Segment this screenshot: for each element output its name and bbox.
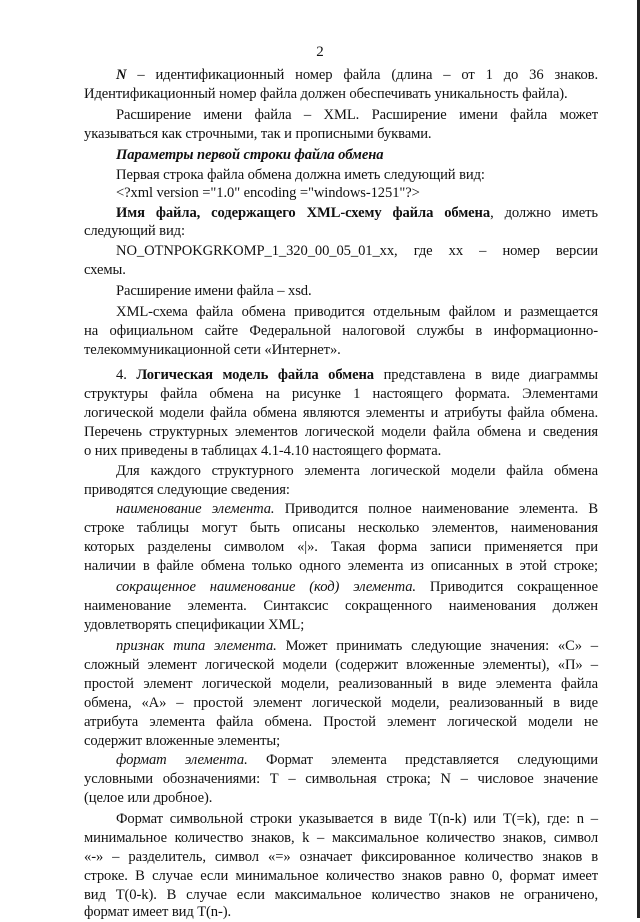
text-line: Формат символьной строки указывается в виде T(n-k) или T(=k), где: n – (116, 811, 598, 827)
text-line: телекоммуникационной сети «Интернет». (84, 342, 341, 358)
text-line: строке таблицы могут быть описаны несколько элементов, наименования (84, 520, 598, 536)
text-line: условными обозначениями: Т – символьная строка; N – числовое значение (84, 771, 598, 787)
text-line: указываться как строчными, так и прописными буквами. (84, 126, 432, 142)
text-line: Имя файла, содержащего XML-схему файла обмена, должно иметь (116, 205, 598, 221)
text-line: формат элемента. Формат элемента представляется следующими (116, 752, 598, 768)
text-line: вид T(0-k). В случае если максимальное количество знаков не ограничено, (84, 887, 598, 903)
text-line: признак типа элемента. Может принимать следующие значения: «С» – (116, 638, 598, 654)
text-line: Первая строка файла обмена должна иметь следующий вид: (116, 167, 485, 183)
text-line: 4. Логическая модель файла обмена представлена в виде диаграммы (116, 367, 598, 383)
text-line: на официальном сайте Федеральной налоговой службы в информационно- (84, 323, 598, 339)
text-line: структуры файла обмена на рисунке 1 настоящего формата. Элементами (84, 386, 598, 402)
text-line: XML-схема файла обмена приводится отдельным файлом и размещается (116, 304, 598, 320)
text-line: наличии в файле обмена только одного элемента из описанных в этой строке; (84, 558, 598, 574)
text-line: следующий вид: (84, 223, 185, 239)
text-line: Расширение имени файла – xsd. (116, 283, 312, 299)
text-line: логической модели файла обмена являются элементы и атрибуты файла обмена. (84, 405, 598, 421)
text-line: Для каждого структурного элемента логической модели файла обмена (116, 463, 598, 479)
text-line: содержит вложенные элементы; (84, 733, 281, 749)
text-line: (целое или дробное). (84, 790, 213, 806)
text-line: наименование элемента. Синтаксис сокращенного наименования должен (84, 598, 598, 614)
text-line: наименование элемента. Приводится полное наименование элемента. В (116, 501, 598, 517)
text-line: строке. В случае если минимальное количество знаков равно 0, формат имеет (84, 868, 598, 884)
text-line: о них приведены в таблицах 4.1-4.10 настоящего формата. (84, 443, 442, 459)
text-line: которых разделены символом «|». Такая форма записи применяется при (84, 539, 598, 555)
text-line: Идентификационный номер файла должен обеспечивать уникальность файла). (84, 86, 568, 102)
text-line: N – идентификационный номер файла (длина – от 1 до 36 знаков. (116, 67, 598, 83)
xml-declaration: <?xml version ="1.0" encoding ="windows-1251"?> (116, 185, 420, 201)
text-line: удовлетворять спецификации XML; (84, 617, 305, 633)
text-line: схемы. (84, 262, 126, 278)
text-line: «-» – разделитель, символ «=» означает фиксированное количество знаков в (84, 849, 598, 865)
text-line: простой элемент логической модели, реализованный в виде элемента файла (84, 676, 598, 692)
text-line: сложный элемент логической модели (содержит вложенные элементы), «П» – (84, 657, 598, 673)
text-line: Расширение имени файла – XML. Расширение имени файла может (116, 107, 598, 123)
text-line: обмена, «А» – простой элемент логической модели, реализованный в виде (84, 695, 598, 711)
page-number: 2 (316, 44, 324, 60)
schema-file-name: NO_OTNPOKGRKOMP_1_320_00_05_01_xx, где xx – номер версии (116, 243, 598, 259)
text-line: приводятся следующие сведения: (84, 482, 290, 498)
text-line: атрибута элемента файла обмена. Простой элемент логической модели не (84, 714, 598, 730)
text-line: формат имеет вид T(n-). (84, 904, 232, 920)
text-line: Перечень структурных элементов логической модели файла обмена и сведения (84, 424, 598, 440)
text-line: минимальное количество знаков, k – максимальное количество знаков, символ (84, 830, 598, 846)
section-heading: Параметры первой строки файла обмена (116, 147, 384, 163)
text-line: сокращенное наименование (код) элемента. Приводится сокращенное (116, 579, 598, 595)
